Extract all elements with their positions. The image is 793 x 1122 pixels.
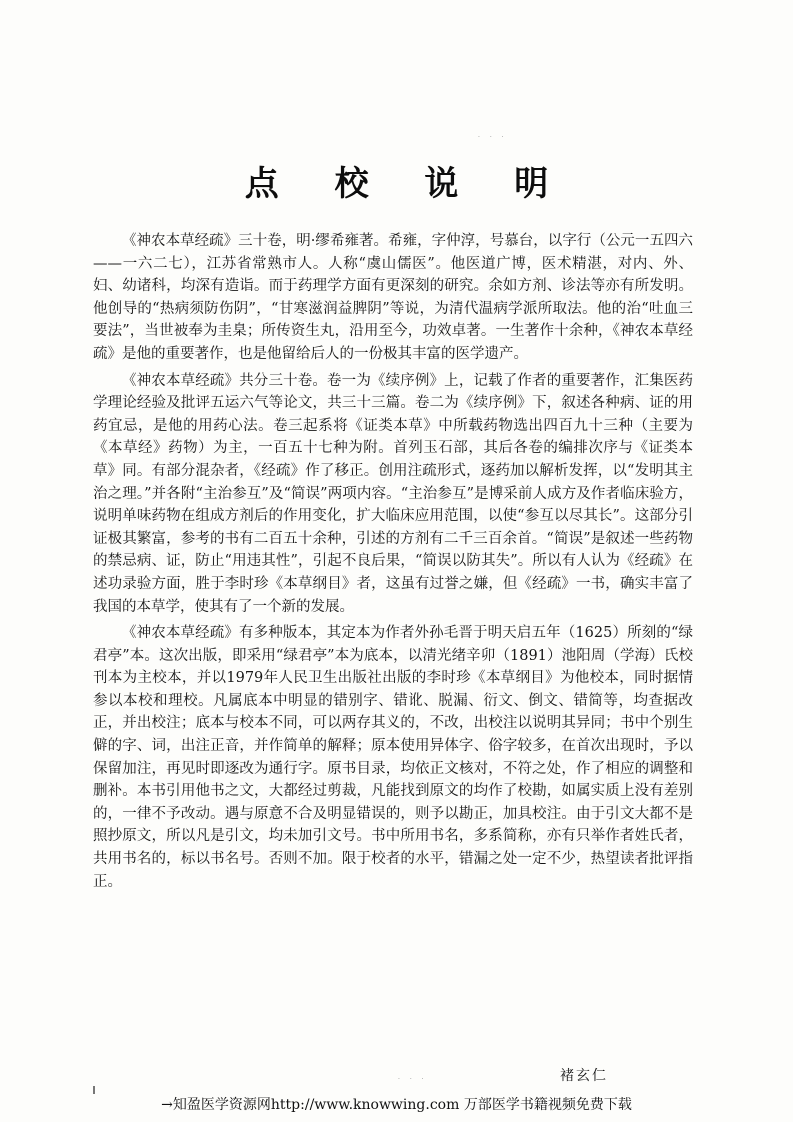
- scan-mark: [93, 1086, 95, 1094]
- paragraph-2: 《神农本草经疏》共分三十卷。卷一为《续序例》上，记载了作者的重要著作，汇集医药学理论经验及批评五运六气等论文，共三十三篇。卷二为《续序例》下，叙述各种病、证的用药宜忌，是他的用药心法。卷三起系将《证类本草》中所载药物选出四百九十三种（主要为《本草经》药物）为主，一百五十七种为附。首列玉石部，其后各卷的编排次序与《证类本草》同。有部分混杂者，《经疏》作了移正。创用注疏形式，逐药加以解析发挥，以“发明其主治之理。”并各附“主治参互”及“简误”两项内容。“主治参互”是博采前人成方及作者临床验方，说明单味药物在组成方剂后的作用变化，扩大临床应用范围，以使“参互以尽其长”。这部分引证极其繁富，参考的书有二百五十余种，引述的方剂有二千三百余首。“简误”是叙述一些药物的禁忌病、证，防止“用违其性”，引起不良后果，“简误以防其失”。所以有人认为《经疏》在述功录验方面，胜于李时珍《本草纲目》者，这虽有过誉之嫌，但《经疏》一书，确实丰富了我国的本草学，使其有了一个新的发展。: [93, 372, 693, 615]
- paragraph-3: 《神农本草经疏》有多种版本，其定本为作者外孙毛晋于明天启五年（1625）所刻的“绿君亭”本。这次出版，即采用“绿君亭”本为底本，以清光绪辛卯（1891）池阳周（学海）氏校刊本为主校本，并以1979年人民卫生出版社出版的李时珍《本草纲目》为他校本，同时据情参以本校和理校。凡属底本中明显的错别字、错讹、脱漏、衍文、倒文、错简等，均查据改正，并出校注；底本与校本不同，可以两存其义的，不改，出校注以说明其异同；书中个别生僻的字、词，出注正音，并作简单的解释；原本使用异体字、俗字较多，在首次出现时，予以保留加注，再见时即逐改为通行字。原书目录，均依正文核对，不符之处，作了相应的调整和删补。本书引用他书之文，大都经过剪裁，凡能找到原文的均作了校勘，如属实质上没有差别的，一律不予改动。遇与原意不合及明显错误的，则予以勘正，加具校注。由于引文大都不是照抄原文，所以凡是引文，均未加引文号。书中所用书名，多系简称，亦有只举作者姓氏者，共用书名的，标以书名号。否则不加。限于校者的水平，错漏之处一定不少，热望读者批评指正。: [93, 625, 693, 890]
- scan-specks-bottom: · · ·: [398, 1076, 428, 1083]
- body-text: [93, 230, 693, 897]
- page-title: 点 校 说 明: [244, 164, 571, 204]
- paragraph-1: 《神农本草经疏》三十卷，明·缪希雍著。希雍，字仲淳，号慕台，以字行（公元一五四六——一六二七），江苏省常熟市人。人称“虞山儒医”。他医道广博，医术精湛，对内、外、妇、幼诸科，均深有造诣。而于药理学方面有更深刻的研究。余如方剂、诊法等亦有所发明。他创导的“热病须防伤阴”，“甘寒滋润益脾阴”等说，为清代温病学派所取法。他的治“吐血三要法”，当世被奉为圭臬；所传资生丸，沿用至今，功效卓著。一生著作十余种，《神农本草经疏》是他的重要著作，也是他留给后人的一份极其丰富的医学遗产。: [93, 233, 693, 362]
- footer-watermark: →知盈医学资源网http://www.knowwing.com 万部医学书籍视频免费下载: [161, 1097, 632, 1113]
- scan-specks: · · ·: [478, 134, 508, 141]
- signature: 褚玄仁: [560, 1068, 608, 1084]
